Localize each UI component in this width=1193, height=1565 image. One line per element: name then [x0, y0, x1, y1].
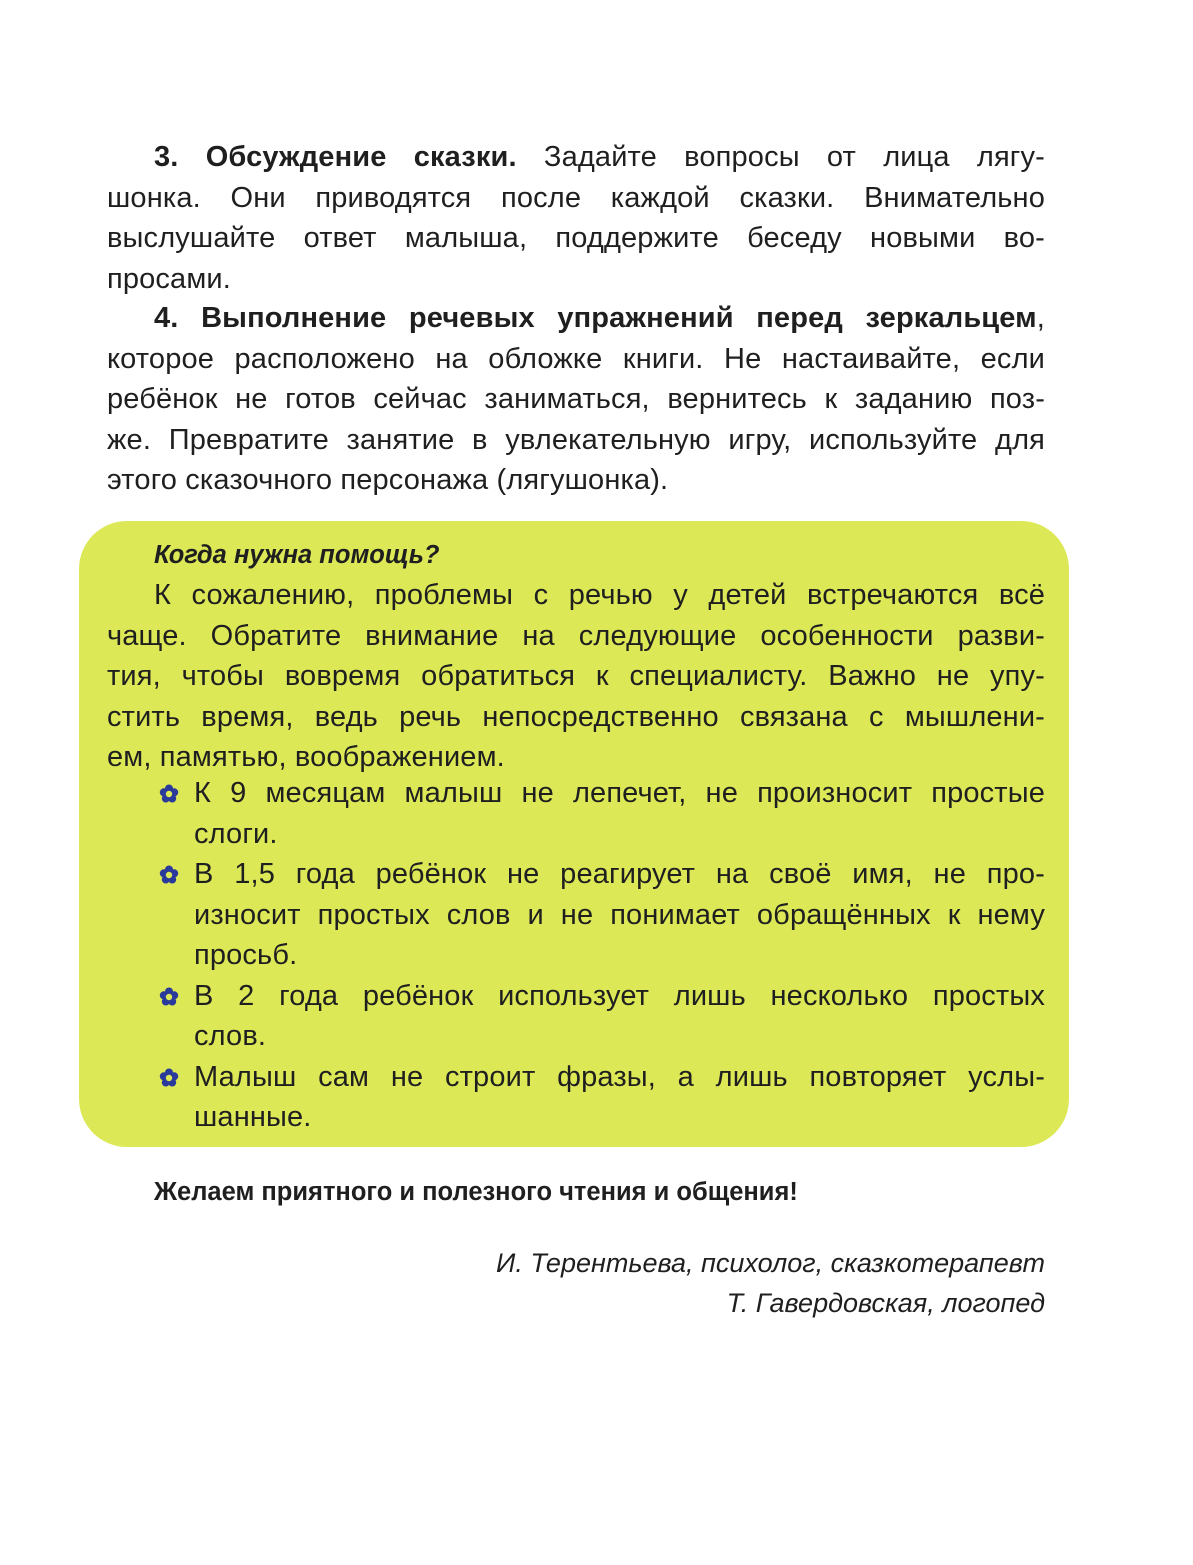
paragraph-4-heading: Выполнение речевых упражнений перед зеркальцем	[201, 302, 1037, 334]
help-box-line-3: тия, чтобы вовремя обратиться к специалисту. Важно не упу-	[107, 660, 1045, 692]
bullet-3-line-1: В 2 года ребёнок использует лишь несколько простых	[194, 979, 1045, 1012]
bullet-item	[107, 1057, 1045, 1138]
paragraph-3-heading: Обсуждение сказки.	[205, 141, 517, 173]
paragraph-3-line-3: выслушайте ответ малыша, поддержите беседу новыми во-	[107, 222, 1045, 254]
paragraph-4-line-1	[107, 298, 1045, 339]
paragraph-3-line-2: шонка. Они приводятся после каждой сказки. Внимательно	[107, 181, 1045, 214]
paragraph-3-line-4: просами.	[107, 262, 231, 295]
paragraph-4-line-4: же. Превратите занятие в увлекательную игру, используйте для	[107, 423, 1045, 456]
paragraph-3-line-1	[107, 137, 1045, 178]
bullet-2-line-2: износит простых слов и не понимает обращённых к нему	[194, 898, 1045, 931]
help-box-line-2: чаще. Обратите внимание на следующие особенности разви-	[107, 619, 1045, 652]
paragraph-4	[107, 298, 1045, 501]
paragraph-4-comma: ,	[1036, 302, 1045, 334]
paragraph-4-line-2: которое расположено на обложке книги. Не настаивайте, если	[107, 342, 1045, 375]
bullet-item	[107, 854, 1045, 976]
paragraph-3-text: Задайте вопросы от лица лягу-	[543, 141, 1045, 173]
flower-icon	[159, 865, 179, 885]
help-box-line-4: стить время, ведь речь непосредственно связана с мышлени-	[107, 700, 1045, 733]
help-box-line-5: ем, памятью, воображением.	[107, 741, 505, 773]
help-box	[107, 535, 1045, 778]
flower-icon	[159, 987, 179, 1007]
bullet-3-line-2: слов.	[194, 1020, 267, 1052]
flower-icon	[159, 1068, 179, 1088]
flower-icon	[159, 784, 179, 804]
closing-wish: Желаем приятного и полезного чтения и общения!	[154, 1178, 798, 1206]
signature-line-1: И. Терентьева, психолог, сказкотерапевт	[496, 1248, 1045, 1278]
help-box-bullets	[107, 773, 1045, 1138]
bullet-4-line-1: Малыш сам не строит фразы, а лишь повторяет услы-	[194, 1060, 1045, 1093]
paragraph-3	[107, 137, 1045, 299]
paragraph-4-line-3: ребёнок не готов сейчас заниматься, вернитесь к заданию поз-	[107, 383, 1045, 415]
bullet-item	[107, 976, 1045, 1057]
bullet-1-line-2: слоги.	[194, 817, 278, 850]
signature-line-2: Т. Гавердовская, логопед	[726, 1288, 1045, 1318]
bullet-1-line-1: К 9 месяцам малыш не лепечет, не произносит простые	[194, 777, 1045, 809]
paragraph-3-number: 3.	[154, 141, 179, 173]
bullet-2-line-1: В 1,5 года ребёнок не реагирует на своё имя, не про-	[194, 858, 1045, 890]
paragraph-4-line-5: этого сказочного персонажа (лягушонка).	[107, 464, 669, 496]
help-box-line-1: К сожалению, проблемы с речью у детей встречаются всё	[154, 579, 1045, 611]
bullet-4-line-2: шанные.	[194, 1101, 312, 1133]
paragraph-4-number: 4.	[154, 302, 179, 334]
bullet-2-line-3: просьб.	[194, 939, 298, 971]
help-box-title: Когда нужна помощь?	[154, 541, 440, 569]
bullet-item	[107, 773, 1045, 854]
